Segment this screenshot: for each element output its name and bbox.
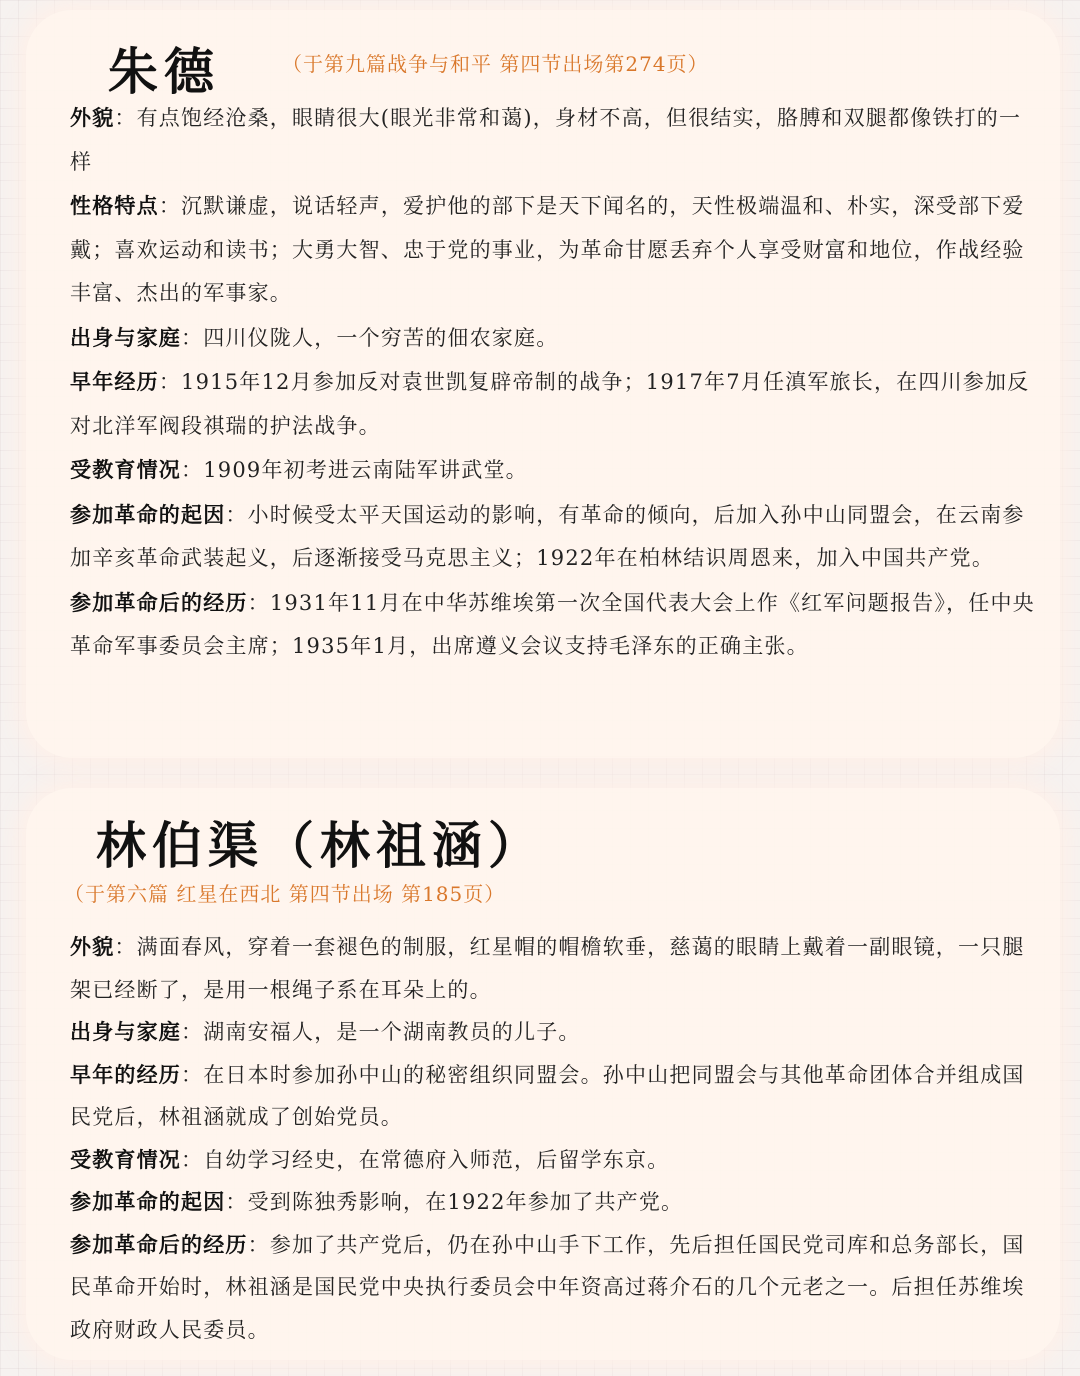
profile-item-revolution-cause	[70, 493, 1040, 581]
item-text: 沉默谦虚，说话轻声，爱护他的部下是天下闻名的，天性极端温和、朴实，深受部下爱戴；喜欢运动和读书；大勇大智、忠于党的事业，为革命甘愿丢弃个人享受财富和地位，作战经验丰富、杰出的军事家。	[70, 194, 1025, 305]
item-label: 参加革命后的经历	[70, 1231, 248, 1257]
profile-item-background	[70, 316, 1040, 361]
item-separator: ：	[225, 1190, 248, 1214]
item-separator: ：	[114, 106, 137, 130]
profile-body	[70, 96, 1040, 669]
item-text: 有点饱经沧桑，眼睛很大(眼光非常和蔼)，身材不高，但很结实，胳膊和双腿都像铁打的一样	[70, 106, 1022, 174]
item-separator: ：	[114, 935, 137, 959]
item-label: 早年经历	[70, 369, 159, 394]
item-label: 参加革命的起因	[70, 501, 226, 527]
profile-item-revolution-cause	[70, 1181, 1040, 1224]
profile-item-early-life	[70, 360, 1040, 448]
item-separator: ：	[181, 458, 204, 482]
source-note: （于第九篇战争与和平 第四节出场第274页）	[282, 52, 709, 76]
item-text: 湖南安福人，是一个湖南教员的儿子。	[203, 1020, 581, 1044]
item-separator: ：	[181, 1147, 204, 1172]
item-label: 外貌	[70, 934, 115, 959]
item-separator: ：	[181, 1062, 204, 1087]
item-label: 外貌	[70, 105, 115, 130]
item-label: 参加革命的起因	[70, 1189, 226, 1214]
item-label: 参加革命后的经历	[70, 589, 248, 615]
item-separator: ：	[158, 370, 182, 394]
profile-item-education	[70, 448, 1040, 493]
item-text: 自幼学习经史，在常德府入师范，后留学东京。	[203, 1147, 670, 1172]
item-text: 1931年11月在中华苏维埃第一次全国代表大会上作《红军问题报告》，任中央革命军事委员会主席；1935年1月，出席遵义会议支持毛泽东的正确主张。	[70, 590, 1035, 658]
item-label: 受教育情况	[70, 1146, 181, 1172]
item-separator: ：	[181, 325, 204, 350]
person-name: 朱德	[108, 42, 220, 101]
item-separator: ：	[247, 1232, 270, 1257]
profile-body	[70, 926, 1040, 1351]
source-note: （于第六篇 红星在西北 第四节出场 第185页）	[64, 882, 506, 906]
item-separator: ：	[158, 194, 182, 218]
person-name: 林伯渠（林祖涵）	[96, 816, 544, 875]
item-text: 小时候受太平天国运动的影响，有革命的倾向，后加入孙中山同盟会，在云南参加辛亥革命武装起义，后逐渐接受马克思主义；1922年在柏林结识周恩来，加入中国共产党。	[70, 502, 1025, 570]
item-separator: ：	[247, 590, 270, 615]
item-label: 性格特点	[70, 193, 159, 218]
profile-item-revolution-experience	[70, 581, 1040, 669]
profile-item-appearance	[70, 926, 1040, 1011]
item-text: 在日本时参加孙中山的秘密组织同盟会。孙中山把同盟会与其他革命团体合并组成国民党后，林祖涵就成了创始党员。	[70, 1062, 1025, 1129]
item-text: 参加了共产党后，仍在孙中山手下工作，先后担任国民党司库和总务部长，国民革命开始时，林祖涵是国民党中央执行委员会中年资高过蒋介石的几个元老之一。后担任苏维埃政府财政人民委员。	[70, 1232, 1025, 1342]
profile-item-background	[70, 1011, 1040, 1054]
lin-boqu-card	[26, 788, 1060, 1360]
item-text: 四川仪陇人，一个穷苦的佃农家庭。	[203, 325, 559, 350]
item-text: 1909年初考进云南陆军讲武堂。	[203, 458, 528, 482]
profile-item-early-life	[70, 1054, 1040, 1139]
item-separator: ：	[181, 1020, 204, 1044]
item-label: 受教育情况	[70, 457, 181, 482]
profile-item-appearance	[70, 96, 1040, 184]
profile-item-revolution-experience	[70, 1224, 1040, 1352]
item-label: 出身与家庭	[70, 324, 181, 350]
zhu-de-card	[26, 10, 1060, 758]
profile-item-personality	[70, 184, 1040, 316]
item-separator: ：	[225, 502, 248, 527]
item-text: 满面春风，穿着一套褪色的制服，红星帽的帽檐软垂，慈蔼的眼睛上戴着一副眼镜，一只腿架已经断了，是用一根绳子系在耳朵上的。	[70, 935, 1025, 1002]
item-text: 1915年12月参加反对袁世凯复辟帝制的战争；1917年7月任滇军旅长，在四川参加反对北洋军阀段祺瑞的护法战争。	[70, 370, 1030, 438]
item-label: 早年的经历	[70, 1061, 181, 1087]
item-label: 出身与家庭	[70, 1019, 181, 1044]
profile-item-education	[70, 1139, 1040, 1182]
item-text: 受到陈独秀影响，在1922年参加了共产党。	[247, 1190, 684, 1214]
